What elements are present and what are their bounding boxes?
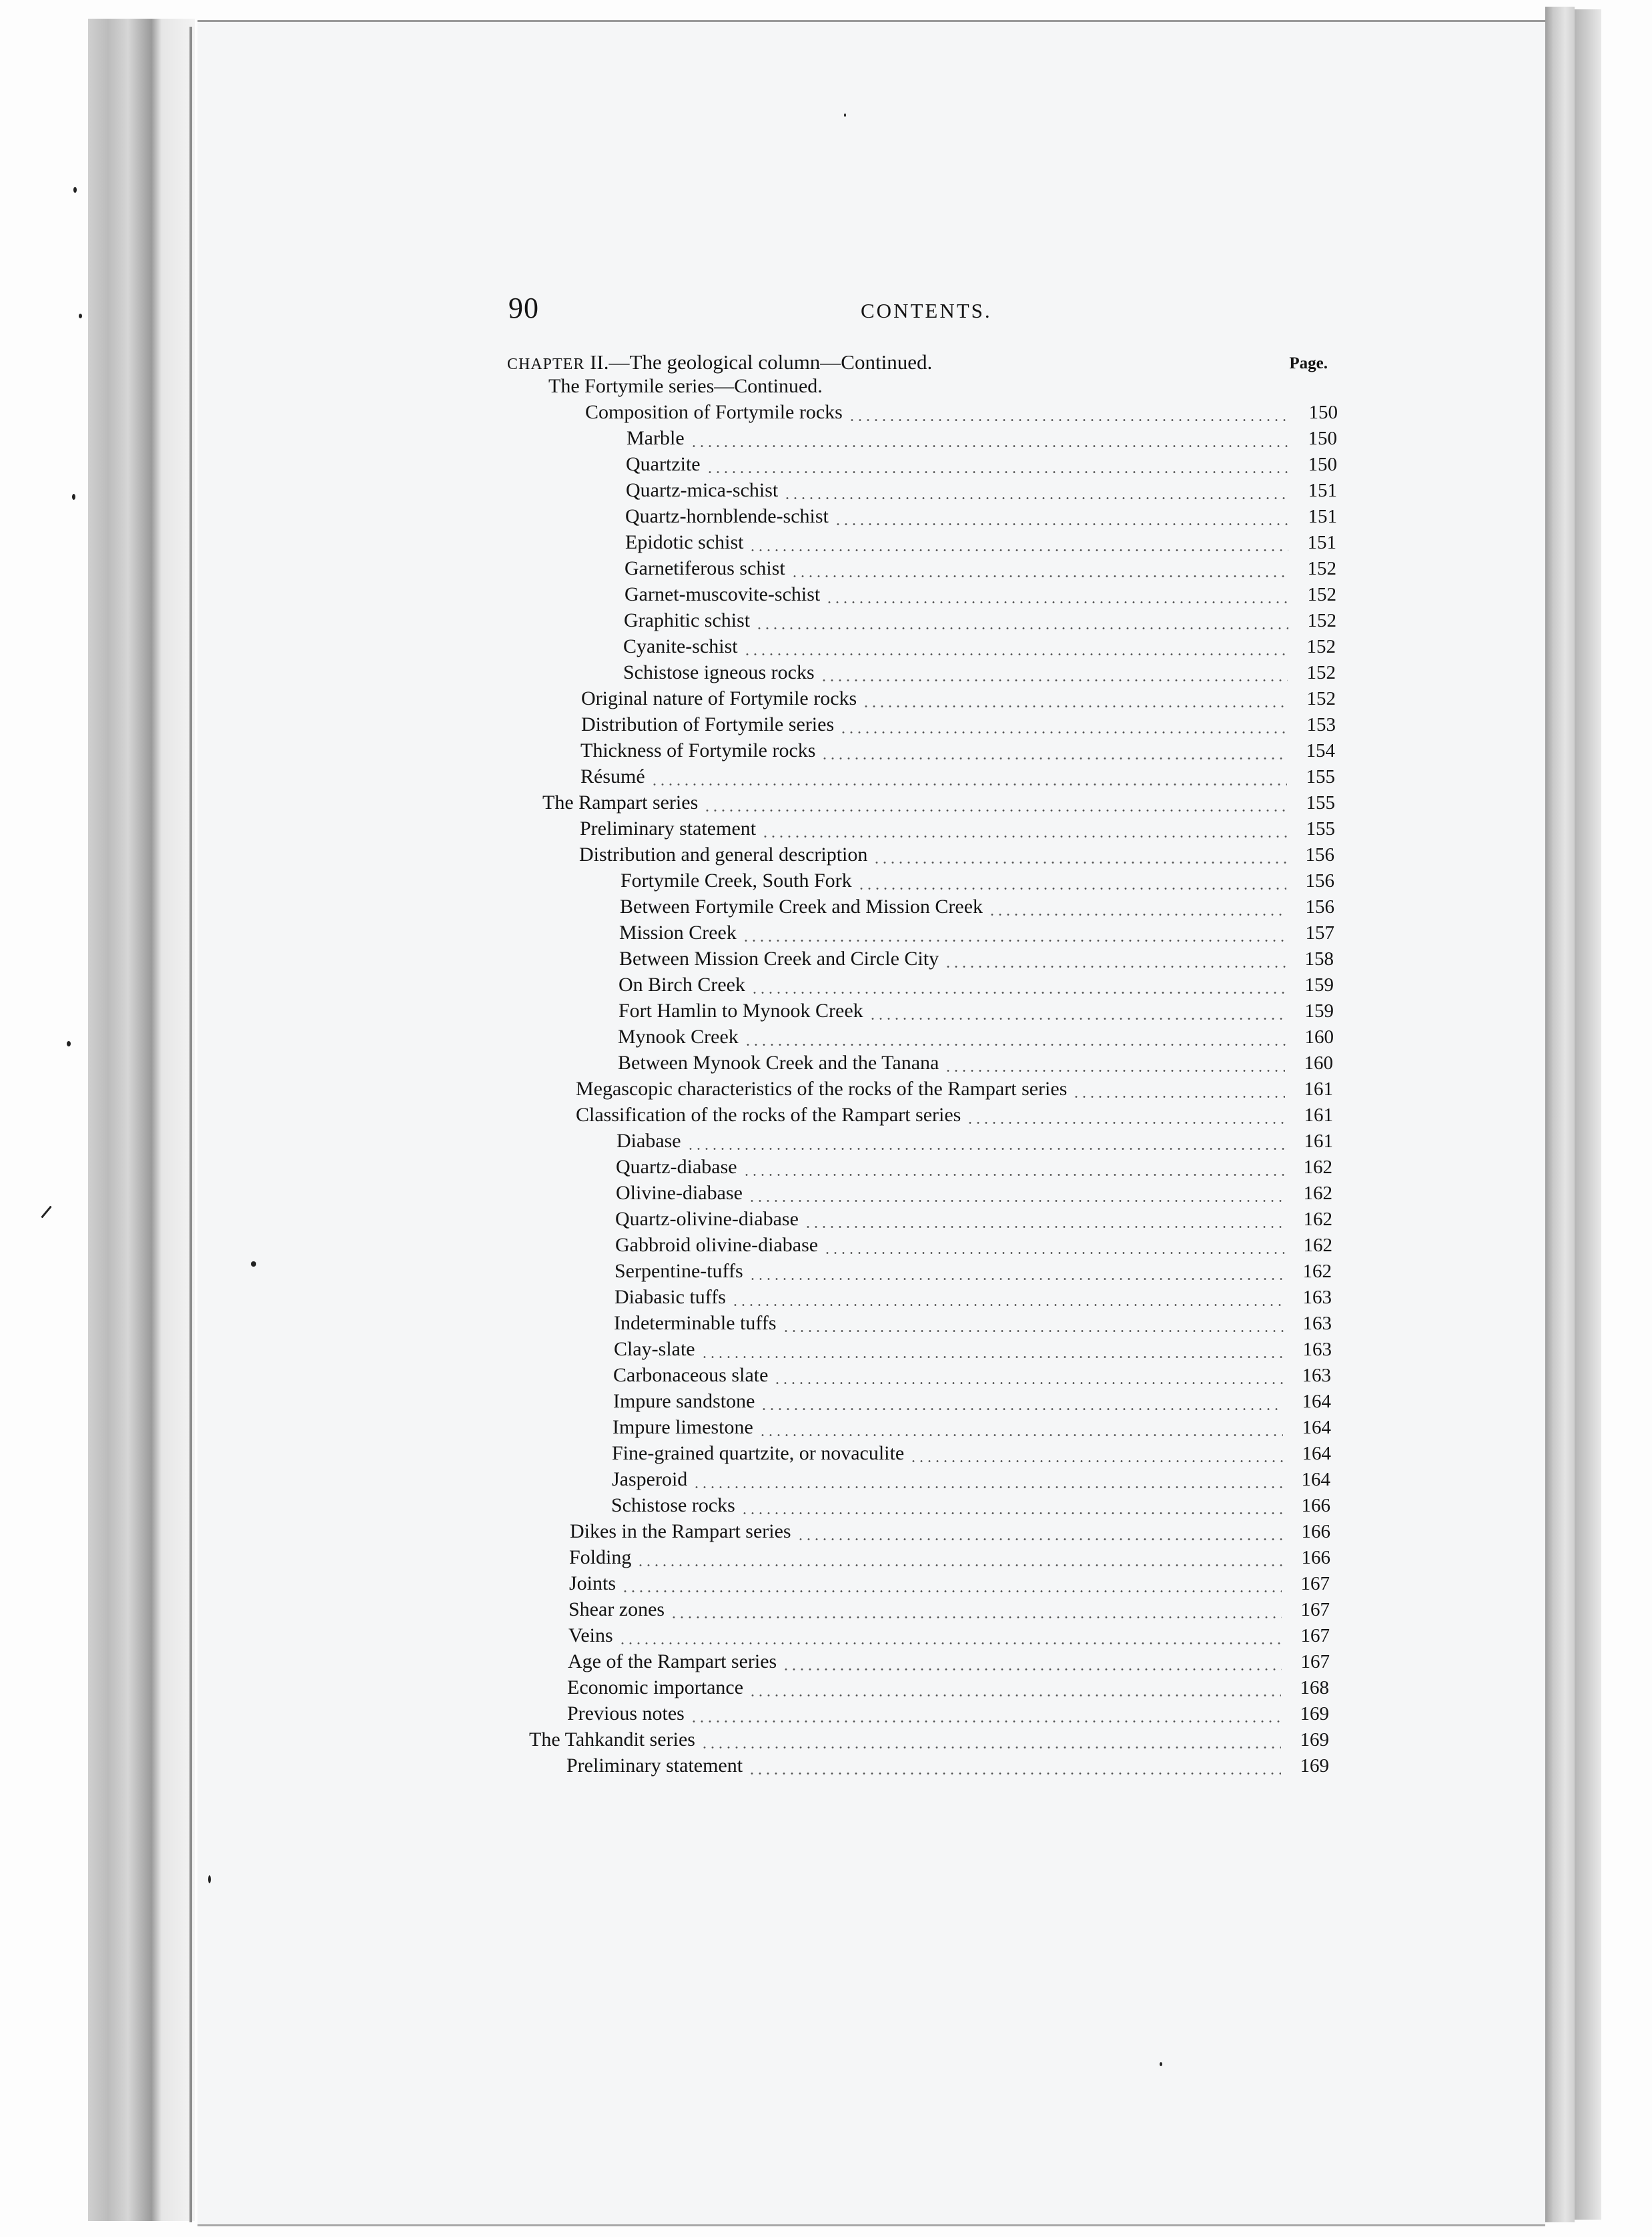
dot-leader [820, 679, 1288, 681]
dot-leader [670, 1616, 1282, 1618]
toc-entry [614, 1286, 1332, 1311]
page-edge-right [1545, 7, 1575, 2222]
scan-speck [1160, 2062, 1162, 2066]
dot-leader [848, 419, 1290, 421]
page-gutter-line [189, 27, 192, 2222]
dot-leader [791, 575, 1288, 577]
toc-entry-title: Epidotic schist [625, 531, 744, 553]
toc-entry-title: Impure limestone [612, 1416, 753, 1438]
dot-leader [966, 1122, 1285, 1124]
toc-entry-title: Graphitic schist [624, 609, 751, 631]
dot-leader [706, 471, 1289, 473]
toc-entry [625, 505, 1337, 531]
toc-entry-title: Quartz-mica-schist [626, 479, 779, 501]
toc-entry [618, 974, 1334, 999]
toc-entry [615, 1208, 1332, 1233]
toc-entry [567, 1676, 1329, 1702]
toc-entry-page: 157 [1305, 922, 1334, 944]
toc-entry-page: 166 [1301, 1547, 1330, 1568]
dot-leader [687, 1148, 1285, 1150]
toc-entry [570, 1520, 1330, 1546]
toc-entry-page: 151 [1307, 532, 1336, 553]
toc-entry-title: Classification of the rocks of the Rampart series [576, 1104, 961, 1126]
toc-entry [616, 1156, 1332, 1181]
toc-entry-title: Shear zones [568, 1598, 665, 1620]
toc-entry-page: 169 [1300, 1755, 1329, 1777]
dot-leader [988, 914, 1286, 916]
toc-entry-title: Jasperoid [612, 1468, 688, 1490]
toc-entry-title: Fine-grained quartzite, or novaculite [612, 1442, 905, 1464]
toc-entry-title: Original nature of Fortymile rocks [581, 687, 857, 709]
scan-speck [79, 314, 82, 318]
toc-entry-page: 167 [1300, 1599, 1330, 1620]
toc-entry-title: Mynook Creek [618, 1026, 739, 1048]
toc-entry [569, 1572, 1330, 1598]
toc-entry [548, 375, 1338, 400]
dot-leader [869, 1018, 1286, 1020]
dot-leader [944, 966, 1286, 968]
toc-entry-page: 160 [1304, 1026, 1334, 1048]
dot-leader [703, 810, 1287, 812]
dot-leader [797, 1538, 1282, 1540]
dot-leader [690, 1720, 1281, 1722]
toc-entry [626, 453, 1337, 478]
dot-leader [741, 1512, 1282, 1514]
toc-entry-page: 164 [1302, 1417, 1331, 1438]
scan-speck [844, 113, 846, 117]
scan-speck [67, 1041, 71, 1046]
toc-entry [568, 1624, 1330, 1650]
toc-entry-title: Cyanite-schist [623, 635, 738, 657]
toc-entry-title: Preliminary statement [566, 1754, 743, 1777]
toc-entry-page: 168 [1300, 1677, 1329, 1698]
dot-leader [839, 731, 1288, 733]
toc-entry-title: On Birch Creek [618, 974, 745, 996]
dot-leader [761, 836, 1287, 838]
toc-entry-page: 167 [1300, 1625, 1330, 1646]
toc-entry [614, 1312, 1332, 1337]
toc-entry [576, 1078, 1333, 1103]
dot-leader [751, 992, 1286, 994]
dot-leader [821, 757, 1287, 759]
toc-entry-title: Distribution of Fortymile series [581, 713, 835, 735]
toc-entry-page: 156 [1305, 896, 1334, 918]
toc-entry [624, 609, 1336, 635]
toc-entry-page: 159 [1304, 974, 1334, 996]
toc-entry [618, 1000, 1334, 1025]
toc-entry [619, 922, 1334, 947]
dot-leader [834, 523, 1289, 525]
dot-leader [743, 1174, 1284, 1176]
page-edge-outer [1575, 9, 1601, 2220]
toc-entry-title: Distribution and general description [579, 844, 868, 866]
dot-leader [755, 627, 1288, 629]
toc-entry-title: Between Mynook Creek and the Tanana [618, 1052, 939, 1074]
dot-leader [873, 862, 1286, 864]
dot-leader [690, 445, 1289, 447]
dot-leader [748, 1773, 1281, 1775]
toc-entry [613, 1390, 1331, 1415]
toc-entry-page: 150 [1308, 428, 1337, 449]
toc-entry-title: Schistose rocks [611, 1494, 735, 1516]
toc-entry [627, 427, 1337, 452]
dot-leader [909, 1460, 1283, 1462]
toc-entry-page: 166 [1301, 1521, 1330, 1542]
toc-entry [580, 818, 1335, 843]
toc-entry-page: 158 [1304, 948, 1334, 970]
dot-leader [759, 1434, 1283, 1436]
toc-entry-page: 156 [1305, 844, 1334, 866]
toc-entry-title: Diabasic tuffs [614, 1286, 726, 1308]
toc-entry-title: Joints [569, 1572, 616, 1594]
toc-entry-title: Thickness of Fortymile rocks [580, 739, 816, 761]
running-title: CONTENTS. [861, 299, 992, 322]
toc-entry [566, 1754, 1329, 1780]
dot-leader [782, 1668, 1282, 1670]
scan-speck [73, 187, 77, 193]
toc-entry-page: 167 [1300, 1651, 1330, 1672]
toc-entry [581, 713, 1336, 739]
toc-entry [618, 1026, 1334, 1051]
dot-leader [749, 1278, 1284, 1280]
toc-entry [612, 1468, 1330, 1494]
toc-entry-page: 164 [1302, 1391, 1331, 1412]
toc-entry-title: Gabbroid olivine-diabase [615, 1234, 819, 1256]
toc-entry-page: 169 [1300, 1703, 1329, 1724]
toc-entry-page: 155 [1306, 818, 1335, 840]
toc-entry [621, 870, 1334, 895]
toc-entry [616, 1182, 1332, 1207]
toc-entry [614, 1260, 1332, 1285]
toc-entry-page: 162 [1303, 1209, 1332, 1230]
toc-entry [542, 791, 1335, 817]
toc-entry-title: Economic importance [567, 1676, 744, 1698]
toc-entry-page: 152 [1307, 610, 1336, 631]
toc-entry-page: 161 [1304, 1078, 1333, 1100]
dot-leader [651, 783, 1287, 785]
toc-entry-page: 152 [1306, 636, 1336, 657]
dot-leader [823, 1252, 1284, 1254]
toc-entry-page: 152 [1307, 584, 1336, 605]
toc-entry-title: Quartz-diabase [616, 1156, 737, 1178]
toc-entry-title: Garnet-muscovite-schist [625, 583, 821, 605]
scan-speck [251, 1261, 256, 1267]
toc-entry-page: 162 [1303, 1157, 1332, 1178]
dot-leader [773, 1382, 1283, 1384]
dot-leader [760, 1408, 1283, 1410]
toc-entry [529, 1728, 1329, 1754]
dot-leader [693, 1486, 1282, 1488]
toc-entry-title: Indeterminable tuffs [614, 1312, 777, 1334]
toc-entry-title: Schistose igneous rocks [623, 661, 815, 683]
toc-entry-page: 151 [1308, 506, 1337, 527]
toc-entry [580, 765, 1335, 791]
toc-entry [623, 661, 1336, 687]
toc-entry-title: Carbonaceous slate [613, 1364, 769, 1386]
toc-entry-title: Folding [569, 1546, 632, 1568]
dot-leader [743, 653, 1288, 655]
toc-entry-page: 161 [1304, 1104, 1333, 1126]
toc-entry [612, 1416, 1331, 1442]
toc-entry [620, 896, 1334, 921]
toc-entry [623, 635, 1336, 661]
dot-leader [825, 601, 1288, 603]
toc-entry-title: Marble [627, 427, 685, 449]
toc-entry [616, 1130, 1333, 1155]
toc-entry [612, 1442, 1331, 1468]
toc-entry-page: 162 [1303, 1235, 1332, 1256]
toc-entry-title: Garnetiferous schist [625, 557, 785, 579]
toc-entry-page: 163 [1302, 1287, 1332, 1308]
chapter-title-text: II.—The geological column—Continued. [584, 350, 933, 374]
dot-leader [621, 1590, 1282, 1592]
toc-entry-title: Serpentine-tuffs [614, 1260, 743, 1282]
toc-entry-title: Résumé [580, 765, 645, 787]
toc-entry [568, 1650, 1330, 1676]
toc-entry-title: The Fortymile series—Continued. [548, 375, 823, 397]
dot-leader [749, 549, 1288, 551]
toc-entry [576, 1104, 1333, 1129]
scan-speck [72, 494, 75, 500]
toc-entry-page: 154 [1306, 740, 1335, 761]
toc-entry [613, 1364, 1331, 1389]
dot-leader [749, 1694, 1281, 1696]
toc-entry-title: Olivine-diabase [616, 1182, 743, 1204]
toc-entry-title: Quartz-hornblende-schist [625, 505, 829, 527]
toc-entry-title: Diabase [616, 1130, 681, 1152]
toc-entry [626, 479, 1337, 505]
toc-entry-page: 152 [1306, 688, 1336, 709]
toc-entry-page: 169 [1300, 1729, 1329, 1750]
dot-leader [944, 1070, 1285, 1072]
toc-entry [614, 1338, 1332, 1363]
toc-entry-title: Impure sandstone [613, 1390, 755, 1412]
toc-entry-page: 166 [1301, 1495, 1330, 1516]
toc-entry-page: 155 [1306, 792, 1335, 814]
scan-speck [208, 1875, 211, 1883]
toc-entry-page: 162 [1302, 1261, 1332, 1282]
toc-entry-page: 152 [1307, 558, 1336, 579]
toc-entry-title: Quartz-olivine-diabase [615, 1208, 799, 1230]
toc-entry-page: 152 [1306, 662, 1336, 683]
dot-leader [731, 1304, 1284, 1306]
toc-entry-page: 151 [1308, 480, 1337, 501]
chapter-title [507, 350, 932, 374]
toc-entry [579, 844, 1334, 869]
dot-leader [618, 1642, 1282, 1644]
toc-entry-page: 150 [1308, 402, 1338, 423]
toc-entry-page: 161 [1304, 1131, 1333, 1152]
toc-entry-page: 153 [1306, 714, 1336, 735]
toc-entry [625, 531, 1336, 557]
toc-entry-page: 163 [1302, 1313, 1332, 1334]
toc-entry-title: Mission Creek [619, 922, 737, 944]
dot-leader [637, 1564, 1282, 1566]
dot-leader [783, 497, 1289, 499]
dot-leader [857, 888, 1286, 890]
toc-entry [569, 1546, 1330, 1572]
toc-entry-title: Veins [568, 1624, 613, 1646]
dot-leader [701, 1356, 1284, 1358]
book-spine-shadow [88, 19, 195, 2221]
toc-entry-title: Between Fortymile Creek and Mission Creek [620, 896, 983, 918]
toc-entry-page: 160 [1304, 1052, 1333, 1074]
toc-entry-title: Clay-slate [614, 1338, 695, 1360]
toc-entry-title: Fortymile Creek, South Fork [621, 870, 852, 892]
toc-entry-page: 150 [1308, 454, 1337, 475]
dot-leader [782, 1330, 1284, 1332]
toc-entry-title: Age of the Rampart series [568, 1650, 777, 1672]
toc-entry-page: 167 [1300, 1573, 1330, 1594]
dot-leader [701, 1746, 1281, 1748]
dot-leader [748, 1200, 1284, 1202]
dot-leader [804, 1226, 1284, 1228]
toc-entry-title: Previous notes [567, 1702, 685, 1724]
toc-entry [618, 1052, 1333, 1077]
toc-entry-page: 164 [1301, 1469, 1330, 1490]
toc-entry [615, 1234, 1332, 1259]
toc-entry [567, 1702, 1329, 1728]
toc-entry-title: Fort Hamlin to Mynook Creek [618, 1000, 863, 1022]
toc-entry-page: 155 [1306, 766, 1335, 787]
toc-entry [611, 1494, 1330, 1520]
toc-entry [568, 1598, 1330, 1624]
toc-entry-page: 159 [1304, 1000, 1334, 1022]
toc-entry-title: Preliminary statement [580, 818, 757, 840]
page-column-label: Page. [1289, 354, 1328, 372]
dot-leader [742, 940, 1286, 942]
toc-entry-page: 163 [1302, 1365, 1331, 1386]
toc-entry-title: The Tahkandit series [529, 1728, 695, 1750]
toc-entry-title: Dikes in the Rampart series [570, 1520, 791, 1542]
toc-entry [619, 948, 1334, 973]
toc-entry-title: The Rampart series [542, 791, 699, 814]
toc-entry-page: 163 [1302, 1339, 1332, 1360]
toc-entry-title: Composition of Fortymile rocks [585, 401, 843, 423]
toc-entry-page: 164 [1302, 1443, 1331, 1464]
toc-entry [580, 739, 1335, 765]
toc-entry [625, 583, 1336, 609]
toc-entry-title: Quartzite [626, 453, 701, 475]
toc-entry-title: Between Mission Creek and Circle City [619, 948, 939, 970]
toc-entry [625, 557, 1336, 583]
toc-entry-title: Megascopic characteristics of the rocks of the Rampart series [576, 1078, 1068, 1100]
page-number: 90 [508, 292, 539, 324]
toc-entry-page: 156 [1305, 870, 1334, 892]
dot-leader [862, 705, 1288, 707]
dot-leader [744, 1044, 1286, 1046]
toc-entry [581, 687, 1336, 713]
toc-entry-page: 162 [1303, 1183, 1332, 1204]
chapter-heading [507, 350, 1328, 377]
dot-leader [1072, 1096, 1285, 1098]
chapter-prefix: CHAPTER [507, 356, 585, 373]
toc-entry [585, 401, 1338, 426]
